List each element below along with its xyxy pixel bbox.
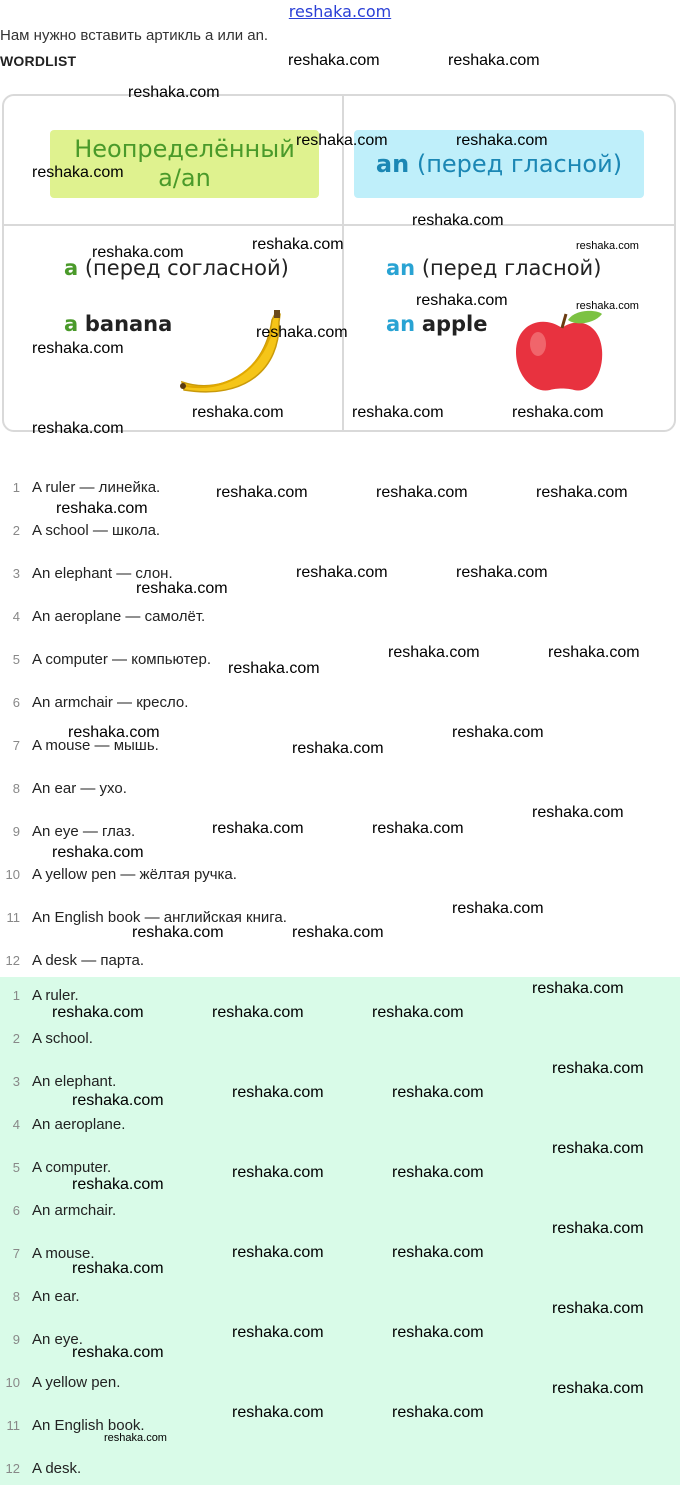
watermark-text: reshaka.com <box>256 324 348 341</box>
example-a-banana <box>64 312 172 336</box>
watermark-text: reshaka.com <box>376 484 468 501</box>
watermark-text: reshaka.com <box>132 924 224 941</box>
watermark-text: reshaka.com <box>392 1404 484 1421</box>
answer-item-number: 7 <box>12 1246 20 1261</box>
wordlist-item-text: An eye — глаз. <box>32 823 136 840</box>
answer-item-number: 8 <box>12 1289 20 1304</box>
watermark-text: reshaka.com <box>72 1176 164 1193</box>
wordlist-item-text: A computer — компьютер. <box>32 651 212 668</box>
answer-item-text: A computer. <box>32 1159 112 1176</box>
watermark-text: reshaka.com <box>32 340 124 357</box>
wordlist-item-text: An armchair — кресло. <box>32 694 189 711</box>
watermark-text: reshaka.com <box>32 164 124 181</box>
indefinite-article-pill <box>50 130 319 198</box>
watermark-text: reshaka.com <box>552 1300 644 1317</box>
wordlist-item-number: 4 <box>12 609 20 624</box>
answer-item-number: 6 <box>12 1203 20 1218</box>
watermark-text: reshaka.com <box>456 564 548 581</box>
watermark-text: reshaka.com <box>412 212 504 229</box>
wordlist-label: WORDLIST <box>0 53 77 69</box>
watermark-text: reshaka.com <box>448 52 540 69</box>
watermark-text: reshaka.com <box>392 1324 484 1341</box>
watermark-text: reshaka.com <box>32 420 124 437</box>
watermark-text: reshaka.com <box>92 244 184 261</box>
wordlist-item-number: 3 <box>12 566 20 581</box>
example-an-apple <box>386 312 488 336</box>
watermark-text: reshaka.com <box>552 1380 644 1397</box>
wordlist-item-number: 7 <box>12 738 20 753</box>
answer-item-number: 5 <box>12 1160 20 1175</box>
wordlist-item-number: 2 <box>12 523 20 538</box>
answer-item-number: 10 <box>5 1375 20 1390</box>
watermark-text: reshaka.com <box>292 924 384 941</box>
watermark-text: reshaka.com <box>372 1004 464 1021</box>
watermark-text: reshaka.com <box>296 564 388 581</box>
wordlist-item-text: A school — школа. <box>32 522 161 539</box>
wordlist-item-text: A ruler — линейка. <box>32 479 161 496</box>
watermark-text-small: reshaka.com <box>576 240 639 252</box>
wordlist-item-number: 9 <box>12 824 20 839</box>
answer-item-text: A school. <box>32 1030 93 1047</box>
apple-icon <box>512 310 612 394</box>
wordlist-item-text: An ear — ухо. <box>32 780 127 797</box>
watermark-text: reshaka.com <box>552 1220 644 1237</box>
wordlist-item-number: 6 <box>12 695 20 710</box>
watermark-text: reshaka.com <box>212 820 304 837</box>
watermark-text: reshaka.com <box>136 580 228 597</box>
pill-right-article: an <box>375 150 410 178</box>
watermark-text: reshaka.com <box>192 404 284 421</box>
banana-icon <box>176 308 286 398</box>
pill-right-text: (перед гласной) <box>416 150 623 178</box>
watermark-text: reshaka.com <box>536 484 628 501</box>
example-an-article: an <box>386 312 416 336</box>
example-an-word: apple <box>421 312 488 336</box>
wordlist-item-number: 11 <box>6 910 20 925</box>
answer-item-number: 2 <box>12 1031 20 1046</box>
task-text: Нам нужно вставить артикль a или an. <box>0 27 269 44</box>
wordlist-item-text: A mouse — мышь. <box>32 737 159 754</box>
watermark-text: reshaka.com <box>548 644 640 661</box>
answers-section <box>0 977 680 1485</box>
watermark-text: reshaka.com <box>252 236 344 253</box>
answer-item-number: 9 <box>12 1332 20 1347</box>
watermark-text: reshaka.com <box>212 1004 304 1021</box>
watermark-text: reshaka.com <box>232 1164 324 1181</box>
answer-item-text: An aeroplane. <box>32 1116 126 1133</box>
wordlist-item-number: 1 <box>12 480 20 495</box>
watermark-text: reshaka.com <box>452 724 544 741</box>
answer-item-text: An armchair. <box>32 1202 117 1219</box>
watermark-text: reshaka.com <box>72 1092 164 1109</box>
watermark-text: reshaka.com <box>232 1324 324 1341</box>
an-rule-pill <box>354 130 644 198</box>
answer-item-number: 1 <box>12 988 20 1003</box>
answer-item-number: 11 <box>6 1418 20 1433</box>
watermark-text: reshaka.com <box>552 1060 644 1077</box>
pill-left-line1: Неопределённый <box>74 135 295 163</box>
example-a-article: a <box>64 312 79 336</box>
rule-a-article: a <box>64 256 79 280</box>
watermark-text: reshaka.com <box>72 1260 164 1277</box>
watermark-text: reshaka.com <box>552 1140 644 1157</box>
wordlist-item-number: 10 <box>5 867 20 882</box>
answer-item-text: An eye. <box>32 1331 83 1348</box>
watermark-text-small: reshaka.com <box>576 300 639 312</box>
wordlist-item-text: A desk — парта. <box>32 952 145 969</box>
watermark-text: reshaka.com <box>512 404 604 421</box>
wordlist-item-text: An English book — английская книга. <box>32 909 287 926</box>
watermark-text: reshaka.com <box>456 132 548 149</box>
watermark-text: reshaka.com <box>52 844 144 861</box>
watermark-text: reshaka.com <box>232 1404 324 1421</box>
watermark-text: reshaka.com <box>388 644 480 661</box>
watermark-text: reshaka.com <box>532 804 624 821</box>
answer-item-text: A mouse. <box>32 1245 95 1262</box>
watermark-text: reshaka.com <box>56 500 148 517</box>
watermark-text: reshaka.com <box>128 84 220 101</box>
watermark-text: reshaka.com <box>228 660 320 677</box>
watermark-text: reshaka.com <box>392 1164 484 1181</box>
example-a-word: banana <box>84 312 173 336</box>
pill-left-line2: a/an <box>158 164 211 192</box>
rule-an-text: (перед гласной) <box>421 256 602 280</box>
watermark-text: reshaka.com <box>452 900 544 917</box>
watermark-text: reshaka.com <box>372 820 464 837</box>
watermark-text: reshaka.com <box>216 484 308 501</box>
watermark-text: reshaka.com <box>532 980 624 997</box>
wordlist-item-text: A yellow pen — жёлтая ручка. <box>32 866 237 883</box>
answer-item-text: An elephant. <box>32 1073 117 1090</box>
wordlist-item-number: 5 <box>12 652 20 667</box>
watermark-text: reshaka.com <box>232 1244 324 1261</box>
watermark-text: reshaka.com <box>416 292 508 309</box>
answer-item-text: An ear. <box>32 1288 80 1305</box>
watermark-text: reshaka.com <box>52 1004 144 1021</box>
answer-item-text: An English book. <box>32 1417 145 1434</box>
rule-an-article: an <box>386 256 416 280</box>
answer-item-number: 4 <box>12 1117 20 1132</box>
watermark-text: reshaka.com <box>392 1244 484 1261</box>
rule-a-text: (перед согласной) <box>84 256 289 280</box>
watermark-text: reshaka.com <box>392 1084 484 1101</box>
wordlist-item-number: 12 <box>5 953 20 968</box>
watermark-text: reshaka.com <box>68 724 160 741</box>
answer-item-text: A desk. <box>32 1460 82 1477</box>
site-header-link[interactable]: reshaka.com <box>288 2 392 21</box>
watermark-text: reshaka.com <box>232 1084 324 1101</box>
wordlist-item-number: 8 <box>12 781 20 796</box>
answer-item-number: 3 <box>12 1074 20 1089</box>
article-rule-card <box>2 94 676 432</box>
watermark-text: reshaka.com <box>296 132 388 149</box>
wordlist-item-text: An elephant — слон. <box>32 565 173 582</box>
watermark-text: reshaka.com <box>288 52 380 69</box>
answer-item-number: 12 <box>5 1461 20 1476</box>
card-divider-vertical <box>342 96 344 430</box>
watermark-text-small: reshaka.com <box>104 1432 167 1444</box>
rule-a-consonant <box>64 256 289 280</box>
rule-an-vowel <box>386 256 601 280</box>
watermark-text: reshaka.com <box>72 1344 164 1361</box>
card-divider-horizontal <box>4 224 674 226</box>
watermark-text: reshaka.com <box>292 740 384 757</box>
watermark-text: reshaka.com <box>352 404 444 421</box>
answer-item-text: A yellow pen. <box>32 1374 121 1391</box>
answer-item-text: A ruler. <box>32 987 79 1004</box>
wordlist-item-text: An aeroplane — самолёт. <box>32 608 206 625</box>
